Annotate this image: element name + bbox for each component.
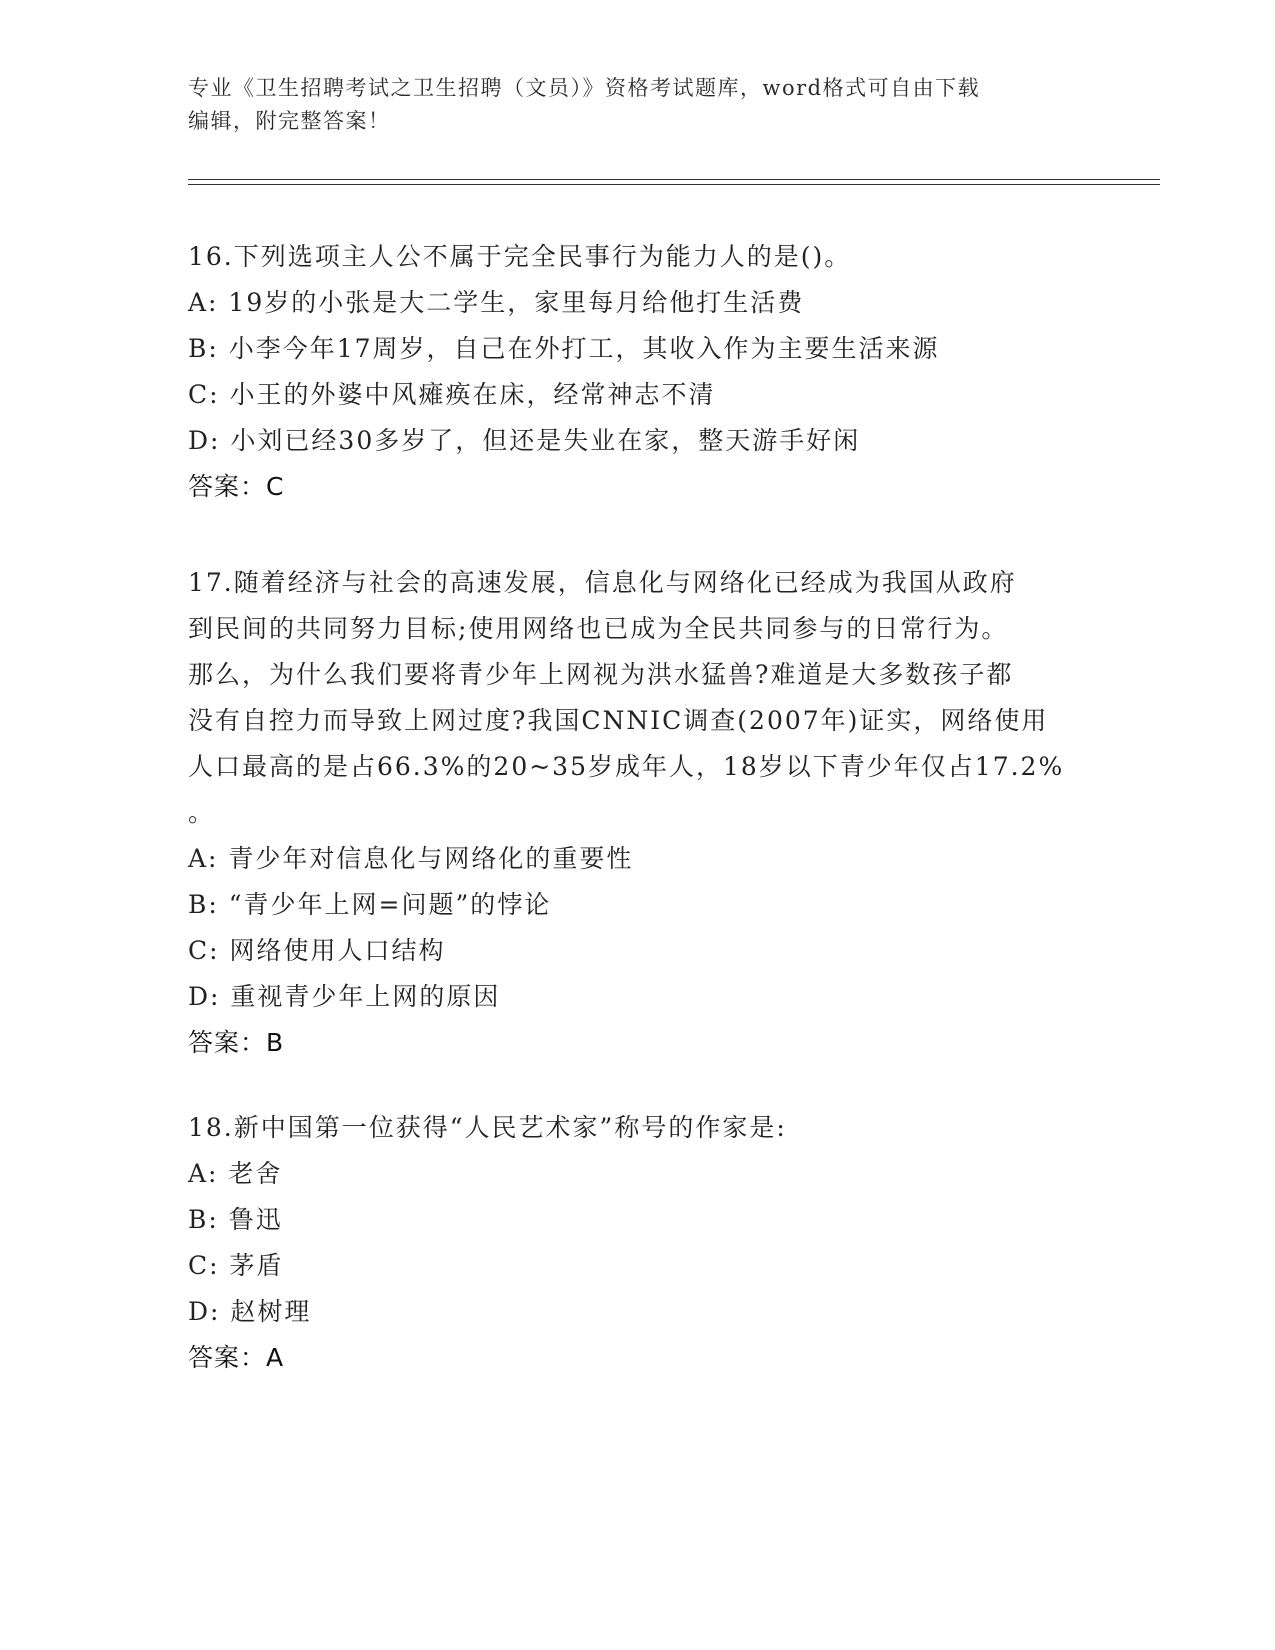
option-b: B: 小李今年17周岁，自己在外打工，其收入作为主要生活来源 [188,334,940,363]
option-c: C: 茅盾 [188,1251,284,1280]
option-b: B: 鲁迅 [188,1205,283,1234]
document-header [188,72,1088,138]
option-b: B: “青少年上网=问题”的悖论 [188,890,552,919]
header-divider-top [188,179,1160,180]
question-stem-line-5: 人口最高的是占66.3%的20~35岁成年人，18岁以下青少年仅占17.2% [188,752,1065,781]
question-stem-line-3: 那么，为什么我们要将青少年上网视为洪水猛兽?难道是大多数孩子都 [188,660,1014,689]
header-divider-bottom [188,184,1160,185]
header-line-2: 编辑，附完整答案！ [188,109,391,133]
question-stem-line-6: 。 [188,798,216,827]
option-c: C: 小王的外婆中风瘫痪在床，经常神志不清 [188,380,716,409]
answer-label: 答案：C [188,472,285,501]
answer-label: 答案：B [188,1028,285,1057]
option-d: D: 赵树理 [188,1297,312,1326]
question-stem-line-1: 17.随着经济与社会的高速发展，信息化与网络化已经成为我国从政府 [188,568,1017,597]
question-18 [188,1105,1088,1381]
option-d: D: 小刘已经30多岁了，但还是失业在家，整天游手好闲 [188,426,861,455]
option-c: C: 网络使用人口结构 [188,936,446,965]
question-stem: 16.下列选项主人公不属于完全民事行为能力人的是()。 [188,242,852,271]
question-stem-line-2: 到民间的共同努力目标;使用网络也已成为全民共同参与的日常行为。 [188,614,1009,643]
option-a: A: 青少年对信息化与网络化的重要性 [188,844,634,873]
option-a: A: 老舍 [188,1159,283,1188]
option-a: A: 19岁的小张是大二学生，家里每月给他打生活费 [188,288,805,317]
option-d: D: 重视青少年上网的原因 [188,982,501,1011]
header-line-1: 专业《卫生招聘考试之卫生招聘（文员）》资格考试题库，word格式可自由下载 [188,76,981,100]
answer-label: 答案：A [188,1343,285,1372]
question-16 [188,234,1088,510]
question-17 [188,560,1088,1066]
question-stem-line-4: 没有自控力而导致上网过度?我国CNNIC调查(2007年)证实，网络使用 [188,706,1049,735]
question-stem: 18.新中国第一位获得“人民艺术家”称号的作家是: [188,1113,787,1142]
